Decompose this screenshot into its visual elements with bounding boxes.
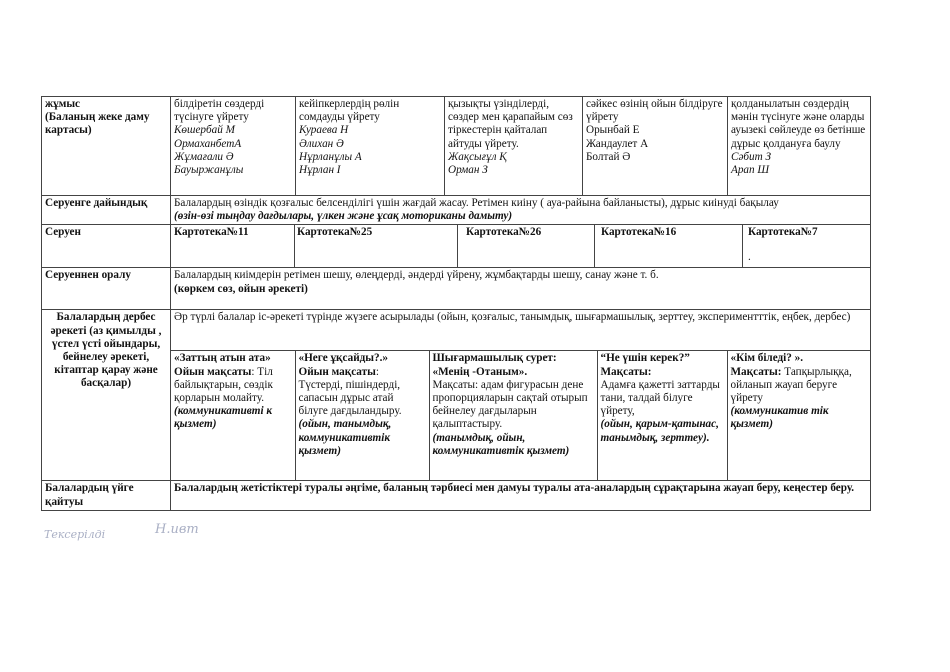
game-title: «Кім біледі? ». <box>730 352 804 365</box>
game-card-5 <box>727 351 871 480</box>
card-2: Картотека№25 <box>297 226 373 239</box>
game-goal-label: Мақсаты: <box>600 365 652 378</box>
walk-cards <box>171 225 871 268</box>
game-goal: Тапқырлыққа, ойланып жауап беруге үйрету <box>730 365 852 405</box>
game-note: (танымдық, ойын, коммуникативтік қызмет) <box>432 431 570 457</box>
prep-text: Балалардың өзіндік қозғалыс белсенділігі үшін жағдай жасау. Ретімен киіну ( ауа-райына байланысты), дұрыс киінуді бақылау <box>174 197 779 209</box>
free-intro: Әр түрлі балалар іс-әрекеті түрінде жүзеге асырылады (ойын, қозғалыс, танымдық, шығармашылық, зерттеу, экспериментттік, еңбек, дербес) <box>171 310 871 351</box>
prep-content <box>171 196 871 225</box>
card-divider <box>457 225 458 267</box>
game-card-3 <box>429 351 597 480</box>
return-text: Балалардың киімдерін ретімен шешу, өлеңдерді, әндерді үйрену, жұмбақтарды шешу, санау және т. б. <box>174 269 659 282</box>
games-container <box>171 351 871 481</box>
game-title: “Не үшін керек?” <box>600 352 690 365</box>
game-note: (коммуникативті к қызмет) <box>174 405 273 431</box>
card-4: Картотека№16 <box>601 226 677 239</box>
game-note: (ойын, қарым-қатынас, танымдық, зерттеу). <box>600 418 719 444</box>
card-3: Картотека№26 <box>466 226 542 239</box>
game-card-1: «Заттың атын ата» Ойын мақсаты: Тіл байлықтарын, сөздік қорларын молайту. (коммуникативті к қызмет) <box>171 351 295 480</box>
row-going-home <box>42 481 871 510</box>
work-cell-3 <box>445 97 583 196</box>
row-label-free: Балалардың дербес әрекеті (аз қимылды , үстел үсті ойындары, бейнелеу әрекеті, кітаптар қарау және басқалар) <box>42 310 171 481</box>
row-label-return: Серуеннен оралу <box>42 268 171 310</box>
game-title: «Неге ұқсайды?.» <box>298 352 389 365</box>
row-walk-preparation <box>42 196 871 225</box>
return-note: (көркем сөз, ойын әрекеті) <box>174 282 308 295</box>
game-note: (коммуникатив тік қызмет) <box>730 405 829 431</box>
game-goal-label: Ойын мақсаты <box>298 365 376 378</box>
card-divider <box>742 225 743 267</box>
card-5: Картотека№7 <box>748 226 818 239</box>
work-cell-2 <box>296 97 445 196</box>
signature-checked: Тексерілді <box>44 528 106 541</box>
work-cell-1 <box>171 97 296 196</box>
game-goal-label: Ойын мақсаты <box>174 365 252 378</box>
work-text: сәйкес өзінің ойын білдіруге үйрету Орынбай Е Жандаулет А Болтай Ә <box>586 98 723 163</box>
row-free-activity <box>42 310 871 351</box>
work-names: Кураева Н Әлихан Ә Нұрланұлы А Нұрлан І <box>299 124 362 177</box>
row-label-walk: Серуен <box>42 225 171 268</box>
game-card-2: «Неге ұқсайды?.» Ойын мақсаты: Түстерді, пішіндерді, сапасын дұрыс атай білуге дағдыландыру. (ойын, танымдық, коммуникативтік қызмет) <box>295 351 429 480</box>
row-label-work: жұмыс (Баланың жеке даму картасы) <box>42 97 171 196</box>
prep-note: (өзін-өзі тыңдау дағдылары, үлкен және ұсақ моториканы дамыту) <box>174 210 513 223</box>
game-title: «Заттың атын ата» <box>174 352 271 365</box>
home-text: Балалардың жетістіктері туралы әңгіме, баланың тәрбиесі мен дамуы туралы ата-аналардың сұрақтарына жауап беру, кеңестер беру. <box>171 481 871 510</box>
card-divider <box>294 225 295 267</box>
game-goal-label: Мақсаты: <box>730 365 782 378</box>
work-names: Жақсығұл Қ Орман З <box>448 150 507 177</box>
game-title: Шығармашылық сурет: «Менің -Отаным». <box>432 352 557 378</box>
work-cell-4 <box>583 97 728 196</box>
work-cell-5 <box>728 97 871 196</box>
row-walk <box>42 225 871 268</box>
work-text: қызықты үзінділерді, сөздер мен қарапайым сөз тіркестерін қайталап айтуды үйрету. <box>448 98 573 150</box>
row-label-home: Балалардың үйге қайтуы <box>42 481 171 510</box>
row-label-prep: Серуенге дайындық <box>42 196 171 225</box>
game-goal: Түстерді, пішіндерді, сапасын дұрыс атай білуге дағдыландыру. <box>298 378 402 418</box>
game-goal: Мақсаты: адам фигурасын дене пропорцияларын сақтай отырып бейнелеу дағдыларын қалыптастыру. <box>432 378 588 431</box>
game-card-4 <box>597 351 727 480</box>
game-goal: Тіл байлықтарын, сөздік қорларын молайту. <box>174 365 273 405</box>
schedule-table <box>41 96 871 511</box>
work-text: кейіпкерлердің рөлін сомдауды үйрету <box>299 98 400 124</box>
games-table <box>171 351 871 480</box>
row-return <box>42 268 871 310</box>
card-5-dot: . <box>748 251 751 264</box>
work-text: қолданылатын сөздердің мәнін түсінуге және оларды ауызекі сөйлеуде өз бетінше дұрыс қолдануға баулу <box>731 98 866 150</box>
game-goal: Адамға қажетті заттарды тани, талдай білуге үйрету, <box>600 378 720 418</box>
card-1: Картотека№11 <box>174 226 249 239</box>
work-text: білдіретін сөздерді түсінуге үйрету <box>174 98 265 124</box>
work-names: Көшербай М ОрмаханбетА Жұмағали Ә Бауыржанұлы <box>174 124 244 177</box>
card-divider <box>594 225 595 267</box>
game-note: (ойын, танымдық, коммуникативтік қызмет) <box>298 418 392 457</box>
row-individual-work <box>42 97 871 196</box>
work-names: Сәбит З Арап Ш <box>731 150 772 177</box>
signature-mark: Н.ивт <box>155 522 199 537</box>
return-content <box>171 268 871 310</box>
